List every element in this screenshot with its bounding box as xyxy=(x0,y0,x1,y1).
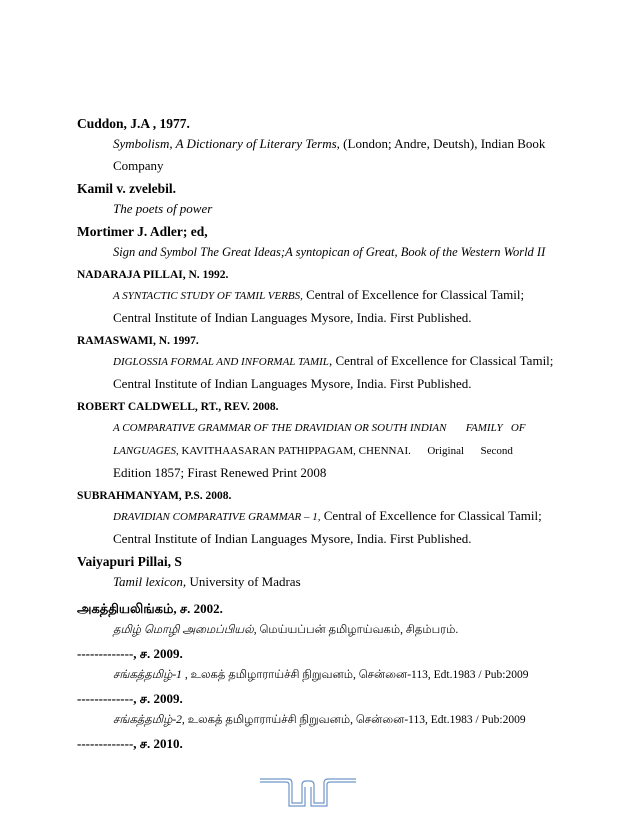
entry-author: -------------, ச. 2009. xyxy=(77,691,183,706)
entry-publisher: University of Madras xyxy=(186,574,301,589)
entry xyxy=(77,115,577,177)
entry-title: Sign and Symbol The Great Ideas;A syntopican of Great, Book of the Western World II xyxy=(113,245,546,259)
entry-work xyxy=(113,663,577,687)
entry-author: RAMASWAMI, N. 1997. xyxy=(77,335,199,347)
entry-publisher: Central of Excellence for Classical Tamil; xyxy=(302,287,525,302)
entry-publisher: , உலகத் தமிழாராய்ச்சி நிறுவனம், சென்னை-113, Edt.1983 / Pub:2009 xyxy=(181,669,529,681)
entry xyxy=(77,332,577,395)
entry-work-continued: Central Institute of Indian Languages Mysore, India. First Published. xyxy=(113,376,472,391)
spacer xyxy=(77,593,577,597)
entry-author: Mortimer J. Adler; ed, xyxy=(77,224,208,239)
entry xyxy=(77,600,577,642)
entry-title: DIGLOSSIA FORMAL AND INFORMAL TAMIL xyxy=(113,356,329,368)
entry-work-continued: Central Institute of Indian Languages Mysore, India. First Published. xyxy=(113,310,472,325)
entry-author: SUBRAHMANYAM, P.S. 2008. xyxy=(77,490,232,502)
entry-work-continued xyxy=(113,439,577,462)
entry-title: The poets of power xyxy=(113,201,213,216)
entry-title: Symbolism, A Dictionary of Literary Terms, xyxy=(113,136,340,151)
entry-title: A COMPARATIVE GRAMMAR OF THE DRAVIDIAN OR SOUTH INDIAN FAMILY OF xyxy=(113,422,526,434)
entry xyxy=(77,266,577,329)
entry-title: தமிழ் மொழி அமைப்பியல், xyxy=(113,624,257,636)
entry xyxy=(77,180,577,220)
entry-author: Vaiyapuri Pillai, S xyxy=(77,554,182,569)
bibliography xyxy=(77,112,577,753)
entry-work xyxy=(113,416,577,439)
entry-publisher: மெய்யப்பன் தமிழாய்வகம், சிதம்பரம். xyxy=(256,624,459,636)
entry-author: -------------, ச. 2010. xyxy=(77,736,183,751)
entry xyxy=(77,223,577,263)
entry-title: Tamil lexicon, xyxy=(113,574,187,589)
entry xyxy=(77,398,577,484)
entry-title: A SYNTACTIC STUDY OF TAMIL VERBS, xyxy=(113,290,303,302)
entry-work xyxy=(113,133,577,155)
entry-publisher: , KAVITHAASARAN PATHIPPAGAM, CHENNAI. Original Second xyxy=(175,445,513,457)
entry-publisher: உலகத் தமிழாராய்ச்சி நிறுவனம், சென்னை-113, Edt.1983 / Pub:2009 xyxy=(184,714,526,726)
entry-author: NADARAJA PILLAI, N. 1992. xyxy=(77,269,229,281)
entry-publisher: Central of Excellence for Classical Tamil; xyxy=(320,508,542,523)
entry-title: சங்கத்தமிழ்-1 xyxy=(113,669,182,681)
entry-work xyxy=(113,571,577,593)
entry xyxy=(77,645,577,687)
entry-work xyxy=(113,505,577,528)
entry-work-continued: Edition 1857; Firast Renewed Print 2008 xyxy=(113,465,327,480)
entry-title-continued: LANGUAGES xyxy=(113,445,176,457)
entry-work xyxy=(113,350,577,373)
entry-title: சங்கத்தமிழ்-2, xyxy=(113,714,185,726)
entry xyxy=(77,487,577,550)
entry-author: Cuddon, J.A , 1977. xyxy=(77,116,190,131)
entry xyxy=(77,690,577,732)
entry-author: அகத்தியலிங்கம், ச. 2002. xyxy=(77,601,223,616)
entry-work xyxy=(113,618,577,642)
entry-publisher: (London; Andre, Deutsh), Indian Book xyxy=(339,136,546,151)
entry-work-continued: Company xyxy=(113,158,164,173)
entry-author: Kamil v. zvelebil. xyxy=(77,181,176,196)
entry-work xyxy=(113,241,577,263)
entry xyxy=(77,735,577,753)
entry xyxy=(77,553,577,593)
entry-title: DRAVIDIAN COMPARATIVE GRAMMAR – 1, xyxy=(113,511,321,523)
entry-work-continued: Central Institute of Indian Languages Mysore, India. First Published. xyxy=(113,531,472,546)
entry-publisher: , Central of Excellence for Classical Tamil; xyxy=(328,353,554,368)
entry-author: -------------, ச. 2009. xyxy=(77,646,183,661)
entry-work xyxy=(113,284,577,307)
entry-author: ROBERT CALDWELL, RT., REV. 2008. xyxy=(77,401,279,413)
entry-work xyxy=(113,198,577,220)
page-ornament-icon xyxy=(258,773,358,809)
entry-work xyxy=(113,708,577,732)
